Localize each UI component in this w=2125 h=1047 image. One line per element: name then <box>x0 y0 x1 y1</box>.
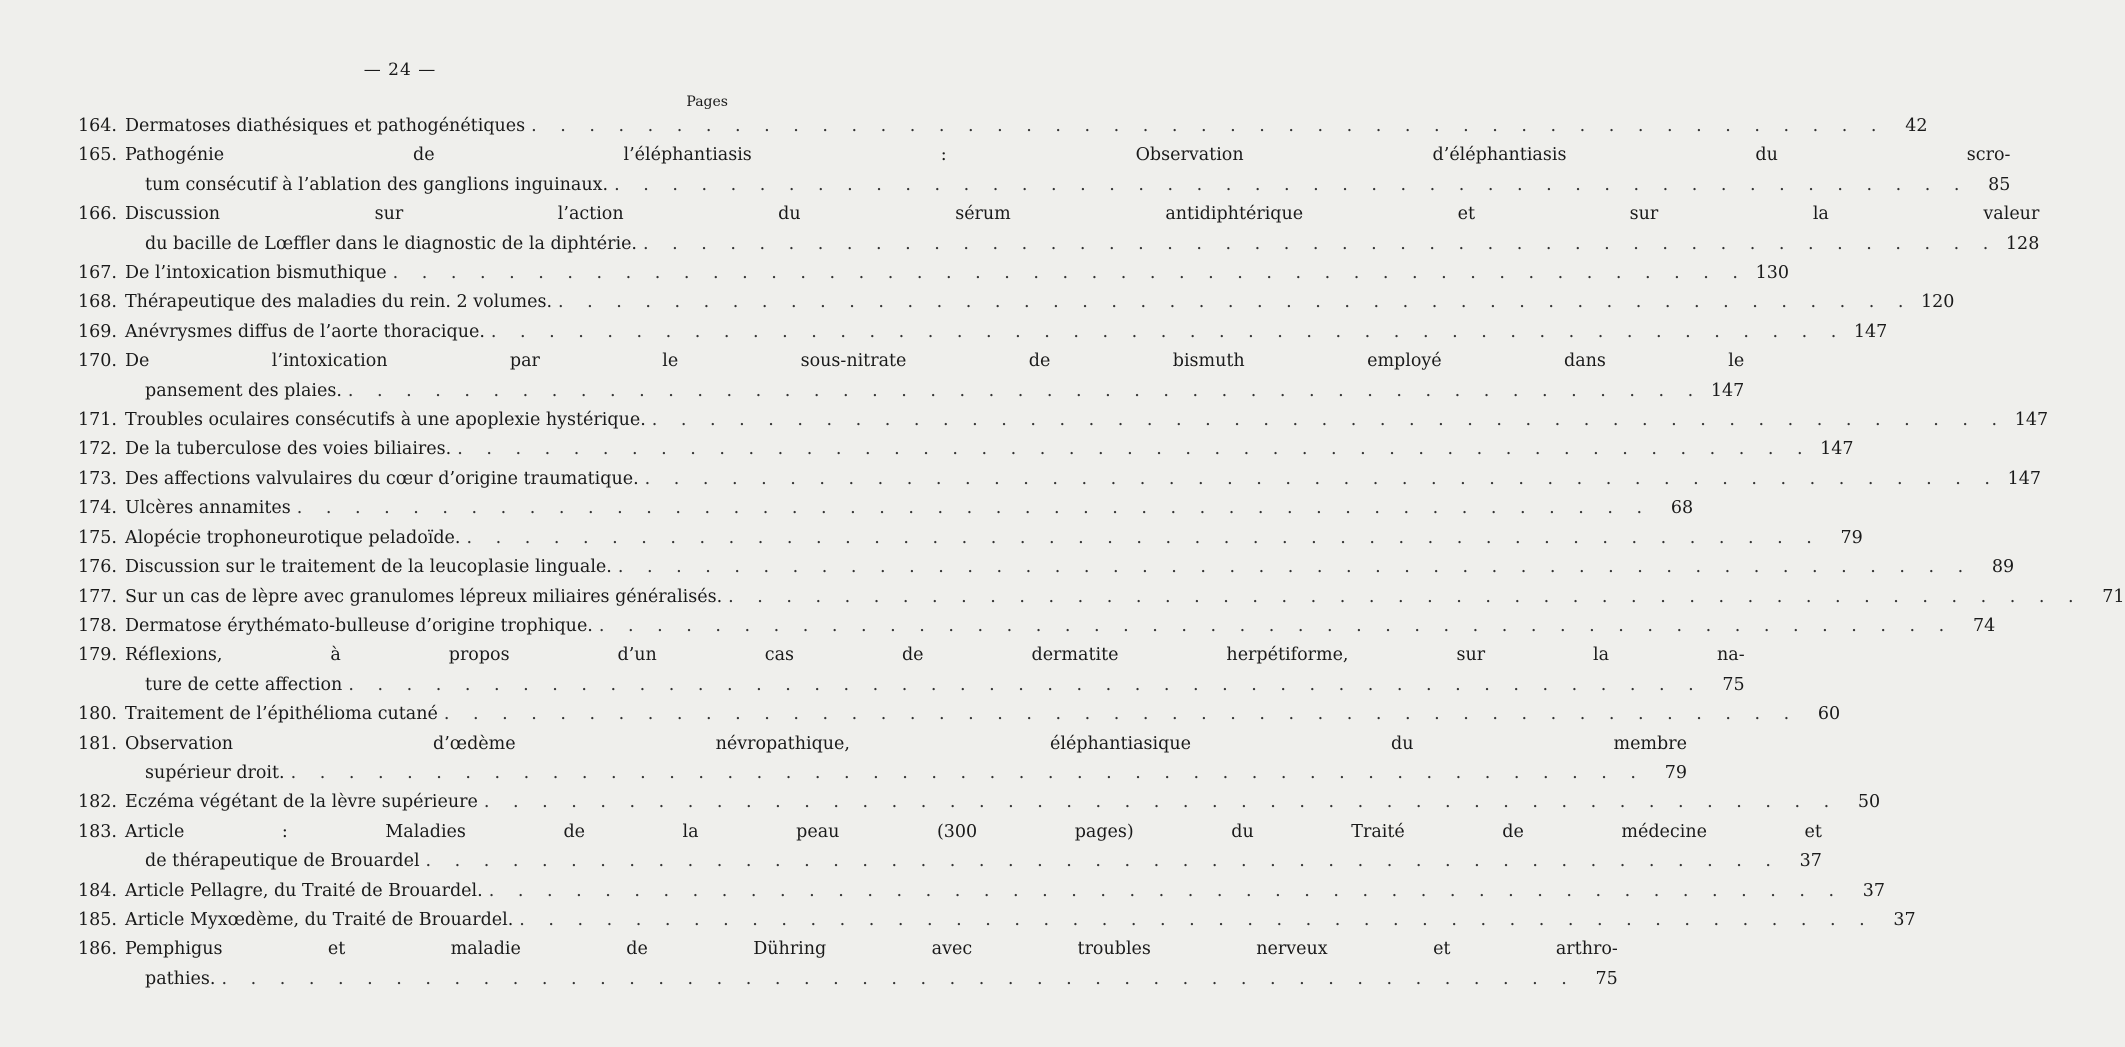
entry-body <box>125 612 1995 641</box>
dot-leader <box>645 465 1999 494</box>
entry-number: 166. <box>78 204 117 225</box>
entry-page: 75 <box>1722 674 1745 695</box>
entry-page: 79 <box>1840 527 1863 548</box>
entry-title: Thérapeutique des maladies du rein. 2 volumes. <box>125 292 553 313</box>
entry-page: 147 <box>1820 439 1854 460</box>
entry-title-row <box>125 700 1840 729</box>
entry-body <box>125 112 1927 141</box>
entry-body <box>125 288 1954 317</box>
entry-body <box>125 318 1887 347</box>
toc-entry <box>78 465 2041 494</box>
dot-leader <box>393 259 1747 288</box>
entry-title-row <box>125 759 1687 788</box>
entry-page: 147 <box>2014 410 2049 431</box>
entry-body <box>125 818 1822 877</box>
toc-entry <box>78 935 1618 994</box>
toc-entry <box>78 818 1822 877</box>
entry-number: 186. <box>78 939 117 960</box>
dot-leader <box>558 288 1912 317</box>
toc-entry <box>78 259 1789 288</box>
dot-leader <box>531 112 1885 141</box>
dot-leader <box>484 788 1838 817</box>
entry-title-row <box>125 230 2039 259</box>
entry-number: 180. <box>78 704 117 725</box>
entry-title: Des affections valvulaires du cœur d’origine traumatique. <box>125 468 639 489</box>
entry-number: 164. <box>78 116 117 136</box>
entry-title: pathies. <box>145 968 216 989</box>
entry-page: 37 <box>1893 909 1916 930</box>
entry-page: 68 <box>1670 498 1694 519</box>
entry-title-row <box>125 583 2125 612</box>
entry-body <box>125 200 2039 259</box>
entry-number: 173. <box>78 468 117 489</box>
entry-number: 183. <box>78 821 117 842</box>
entry-title-row <box>125 671 1745 700</box>
entry-body <box>125 788 1880 817</box>
entry-title-row <box>125 494 1693 523</box>
page-number: — 24 — <box>363 60 437 80</box>
dot-leader <box>466 524 1820 553</box>
dot-leader <box>491 318 1845 347</box>
entry-title-line: Pemphigus et maladie de Dühring avec troubles nerveux et arthro- <box>125 939 1618 960</box>
entry-page: 147 <box>1710 380 1745 401</box>
entry-title: tum consécutif à l’ablation des ganglions inguinaux. <box>145 174 609 195</box>
entry-title: Anévrysmes diffus de l’aorte thoracique. <box>125 321 485 342</box>
entry-page: 74 <box>1972 615 1996 636</box>
entry-title-row <box>125 171 2010 200</box>
dot-leader <box>348 377 1702 406</box>
toc-entry <box>78 906 1916 935</box>
entry-title: Dermatose érythémato-bulleuse d’origine trophique. <box>125 615 593 636</box>
entry-body <box>125 524 1863 553</box>
entry-body <box>125 553 2014 582</box>
entry-page: 128 <box>2005 233 2040 254</box>
entry-page: 89 <box>1991 557 2015 578</box>
entry-body <box>125 935 1618 994</box>
entry-title: Alopécie trophoneurotique peladoïde. <box>125 527 461 548</box>
entry-title: Eczéma végétant de la lèvre supérieure <box>125 792 478 813</box>
entry-title: De l’intoxication bismuthique <box>125 263 387 284</box>
entry-title: Ulcères annamites <box>125 498 291 519</box>
dot-leader <box>519 906 1873 935</box>
entry-body <box>125 700 1840 729</box>
entry-title: Troubles oculaires consécutifs à une apoplexie hystérique. <box>125 410 646 431</box>
toc-entry <box>78 494 1694 523</box>
entry-title: Dermatoses diathésiques et pathogénétiques <box>125 116 526 136</box>
dot-leader <box>348 671 1702 700</box>
entry-title-row <box>125 318 1887 347</box>
pages-column-header: Pages <box>686 94 728 110</box>
toc-entry <box>78 612 1996 641</box>
entry-body <box>125 465 2041 494</box>
entry-number: 167. <box>78 263 117 284</box>
toc-entry <box>78 641 1745 700</box>
entry-number: 177. <box>78 586 117 607</box>
entry-title: Article Pellagre, du Traité de Brouardel. <box>125 880 483 901</box>
toc-entry <box>78 318 1888 347</box>
dot-leader <box>444 700 1798 729</box>
entry-number: 170. <box>78 351 117 372</box>
table-of-contents <box>78 112 2125 994</box>
entry-title-row <box>125 112 1927 141</box>
toc-entry <box>78 288 1955 317</box>
dot-leader <box>297 494 1651 523</box>
entry-number: 178. <box>78 615 117 636</box>
entry-page: 42 <box>1905 116 1928 136</box>
entry-body <box>125 141 2010 200</box>
entry-title: de thérapeutique de Brouardel <box>145 851 420 872</box>
entry-title-row <box>125 435 1854 464</box>
toc-entry <box>78 788 1881 817</box>
entry-title-row <box>125 288 1954 317</box>
entry-number: 172. <box>78 439 117 460</box>
entry-number: 169. <box>78 321 117 342</box>
dot-leader <box>728 583 2082 612</box>
toc-entry <box>78 583 2125 612</box>
entry-body <box>125 494 1693 523</box>
entry-title-line: Observation d’œdème névropathique, éléphantiasique du membre <box>125 733 1687 754</box>
entry-page: 130 <box>1755 263 1789 284</box>
entry-title: ture de cette affection <box>145 674 343 695</box>
toc-entry <box>78 700 1841 729</box>
dot-leader <box>291 759 1645 788</box>
entry-title-line: Réflexions, à propos d’un cas de dermatite herpétiforme, sur la na- <box>125 645 1745 666</box>
entry-page: 37 <box>1862 880 1886 901</box>
entry-page: 75 <box>1595 968 1618 989</box>
toc-entry <box>78 200 2040 259</box>
entry-body <box>125 877 1885 906</box>
entry-title-row <box>125 612 1995 641</box>
entry-title: Sur un cas de lèpre avec granulomes lépreux miliaires généralisés. <box>125 586 723 607</box>
entry-title: pansement des plaies. <box>145 380 342 401</box>
entry-body <box>125 347 1744 406</box>
entry-title: du bacille de Lœffler dans le diagnostic de la diphtérie. <box>145 233 637 254</box>
entry-body <box>125 730 1687 789</box>
entry-title-line: Discussion sur l’action du sérum antidiphtérique et sur la valeur <box>125 204 2040 225</box>
entry-title-row <box>125 906 1916 935</box>
entry-number: 176. <box>78 557 117 578</box>
dot-leader <box>643 230 1997 259</box>
entry-title-row <box>125 259 1789 288</box>
entry-title: De la tuberculose des voies biliaires. <box>125 439 452 460</box>
dot-leader <box>489 877 1843 906</box>
entry-title: Article Myxœdème, du Traité de Brouardel. <box>125 909 514 930</box>
entry-number: 174. <box>78 498 117 519</box>
dot-leader <box>614 171 1968 200</box>
toc-entry <box>78 524 1863 553</box>
toc-entry <box>78 141 2011 200</box>
entry-title: Traitement de l’épithélioma cutané <box>125 704 438 725</box>
toc-entry <box>78 730 1687 789</box>
entry-number: 165. <box>78 145 117 166</box>
entry-number: 171. <box>78 410 117 431</box>
entry-page: 50 <box>1857 792 1881 813</box>
entry-number: 168. <box>78 292 117 313</box>
entry-page: 60 <box>1817 704 1841 725</box>
toc-entry <box>78 435 1854 464</box>
entry-title-row <box>125 877 1885 906</box>
entry-title-row <box>125 377 1744 406</box>
entry-number: 182. <box>78 792 117 813</box>
entry-page: 79 <box>1664 762 1687 783</box>
entry-title: supérieur droit. <box>145 762 285 783</box>
entry-page: 37 <box>1799 851 1822 872</box>
dot-leader <box>221 965 1575 994</box>
entry-page: 147 <box>2007 468 2041 489</box>
entry-page: 147 <box>1853 321 1888 342</box>
entry-body <box>125 583 2125 612</box>
dot-leader <box>599 612 1953 641</box>
entry-title-row <box>125 553 2014 582</box>
dot-leader <box>457 435 1811 464</box>
toc-entry <box>78 553 2015 582</box>
entry-body <box>125 435 1854 464</box>
dot-leader <box>618 553 1972 582</box>
entry-title-line: Pathogénie de l’éléphantiasis : Observation d’éléphantiasis du scro- <box>125 145 2011 166</box>
entry-title-row <box>125 465 2041 494</box>
entry-title-row <box>125 847 1822 876</box>
entry-body <box>125 259 1789 288</box>
entry-title-row <box>125 788 1880 817</box>
entry-page: 120 <box>1920 292 1955 313</box>
toc-entry <box>78 877 1886 906</box>
entry-title-row <box>125 406 2048 435</box>
entry-number: 185. <box>78 909 117 930</box>
entry-body <box>125 406 2048 435</box>
entry-body <box>125 906 1916 935</box>
toc-entry <box>78 112 1928 141</box>
entry-title-row <box>125 965 1618 994</box>
dot-leader <box>652 406 2006 435</box>
toc-entry <box>78 406 2049 435</box>
toc-entry <box>78 347 1745 406</box>
entry-title: Discussion sur le traitement de la leucoplasie linguale. <box>125 557 612 578</box>
dot-leader <box>426 847 1780 876</box>
entry-body <box>125 641 1745 700</box>
entry-number: 181. <box>78 733 117 754</box>
entry-title-line: Article : Maladies de la peau (300 pages) du Traité de médecine et <box>125 821 1822 842</box>
entry-title-line: De l’intoxication par le sous-nitrate de bismuth employé dans le <box>125 351 1745 372</box>
entry-number: 175. <box>78 527 117 548</box>
entry-number: 184. <box>78 880 117 901</box>
entry-title-row <box>125 524 1863 553</box>
entry-page: 85 <box>1988 174 2011 195</box>
entry-number: 179. <box>78 645 117 666</box>
entry-page: 71 <box>2102 586 2125 607</box>
